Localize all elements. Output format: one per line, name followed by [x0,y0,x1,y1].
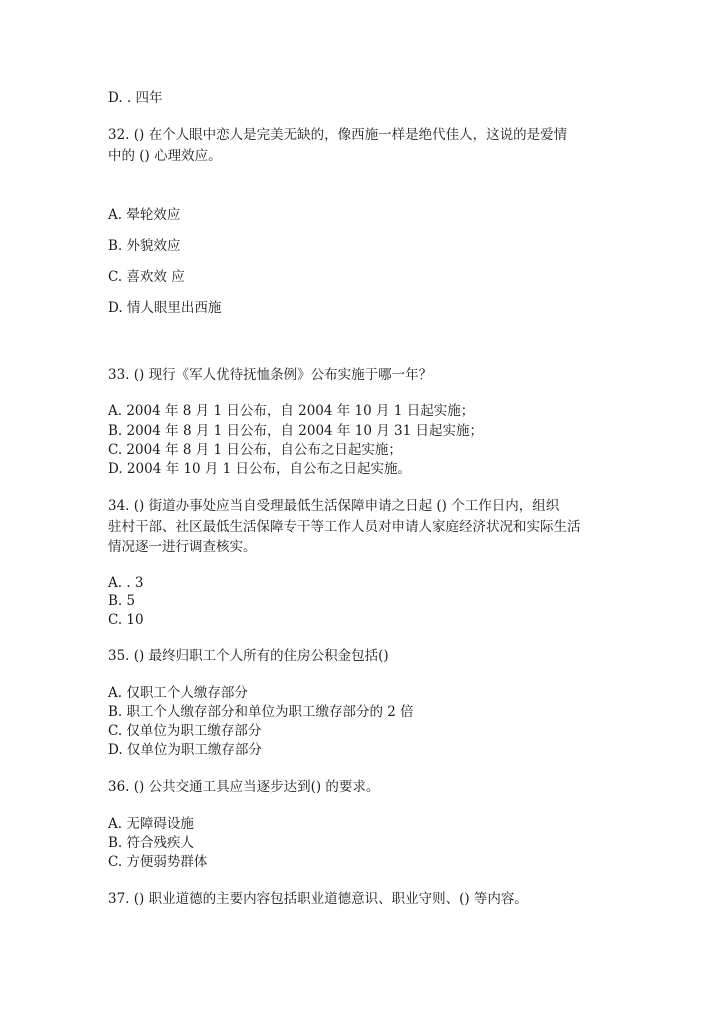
q33-stem: 33. () 现行《军人优待抚恤条例》公布实施于哪一年？ [108,367,433,383]
q33-option-b: B. 2004 年 8 月 1 日公布，自 2004 年 10 月 31 日起实施； [108,423,483,439]
q33-option-d: D. 2004 年 10 月 1 日公布，自公布之日起实施。 [108,461,412,477]
q35-option-a: A. 仅职工个人缴存部分 [108,685,248,701]
q32-option-d: D. 情人眼里出西施 [108,300,222,316]
q34-option-b: B. 5 [108,593,136,609]
q34-stem-line-1: 34. () 街道办事处应当自受理最低生活保障申请之日起 () 个工作日内，组织 [108,498,560,514]
q35-option-c: C. 仅单位为职工缴存部分 [108,723,262,739]
q34-option-a: A. . 3 [108,575,144,591]
q32-option-a: A. 晕轮效应 [108,207,181,223]
q35-option-b: B. 职工个人缴存部分和单位为职工缴存部分的 2 倍 [108,704,414,720]
q32-option-b: B. 外貌效应 [108,238,181,254]
q36-option-c: C. 方便弱势群体 [108,854,208,870]
q33-option-a: A. 2004 年 8 月 1 日公布，自 2004 年 10 月 1 日起实施； [108,403,475,419]
q32-stem-line-2: 中的 () 心理效应。 [108,148,222,164]
q33-option-c: C. 2004 年 8 月 1 日公布，自公布之日起实施； [108,442,402,458]
q35-stem: 35. () 最终归职工个人所有的住房公积金包括() [108,648,389,664]
q37-stem: 37. () 职业道德的主要内容包括职业道德意识、职业守则、() 等内容。 [108,891,528,907]
q34-option-c: C. 10 [108,612,144,628]
q32-stem-line-1: 32. () 在个人眼中恋人是完美无缺的，像西施一样是绝代佳人，这说的是爱情 [108,127,568,143]
q36-option-b: B. 符合残疾人 [108,835,195,851]
q36-stem: 36. () 公共交通工具应当逐步达到() 的要求。 [108,779,380,795]
q34-stem-line-2: 驻村干部、社区最低生活保障专干等工作人员对申请人家庭经济状况和实际生活 [108,519,581,535]
q36-option-a: A. 无障碍设施 [108,816,194,832]
q31-option-d: D. . 四年 [108,90,163,106]
q34-stem-line-3: 情况逐一进行调查核实。 [108,539,257,555]
q32-option-c: C. 喜欢效 应 [108,269,185,285]
q35-option-d: D. 仅单位为职工缴存部分 [108,742,262,758]
